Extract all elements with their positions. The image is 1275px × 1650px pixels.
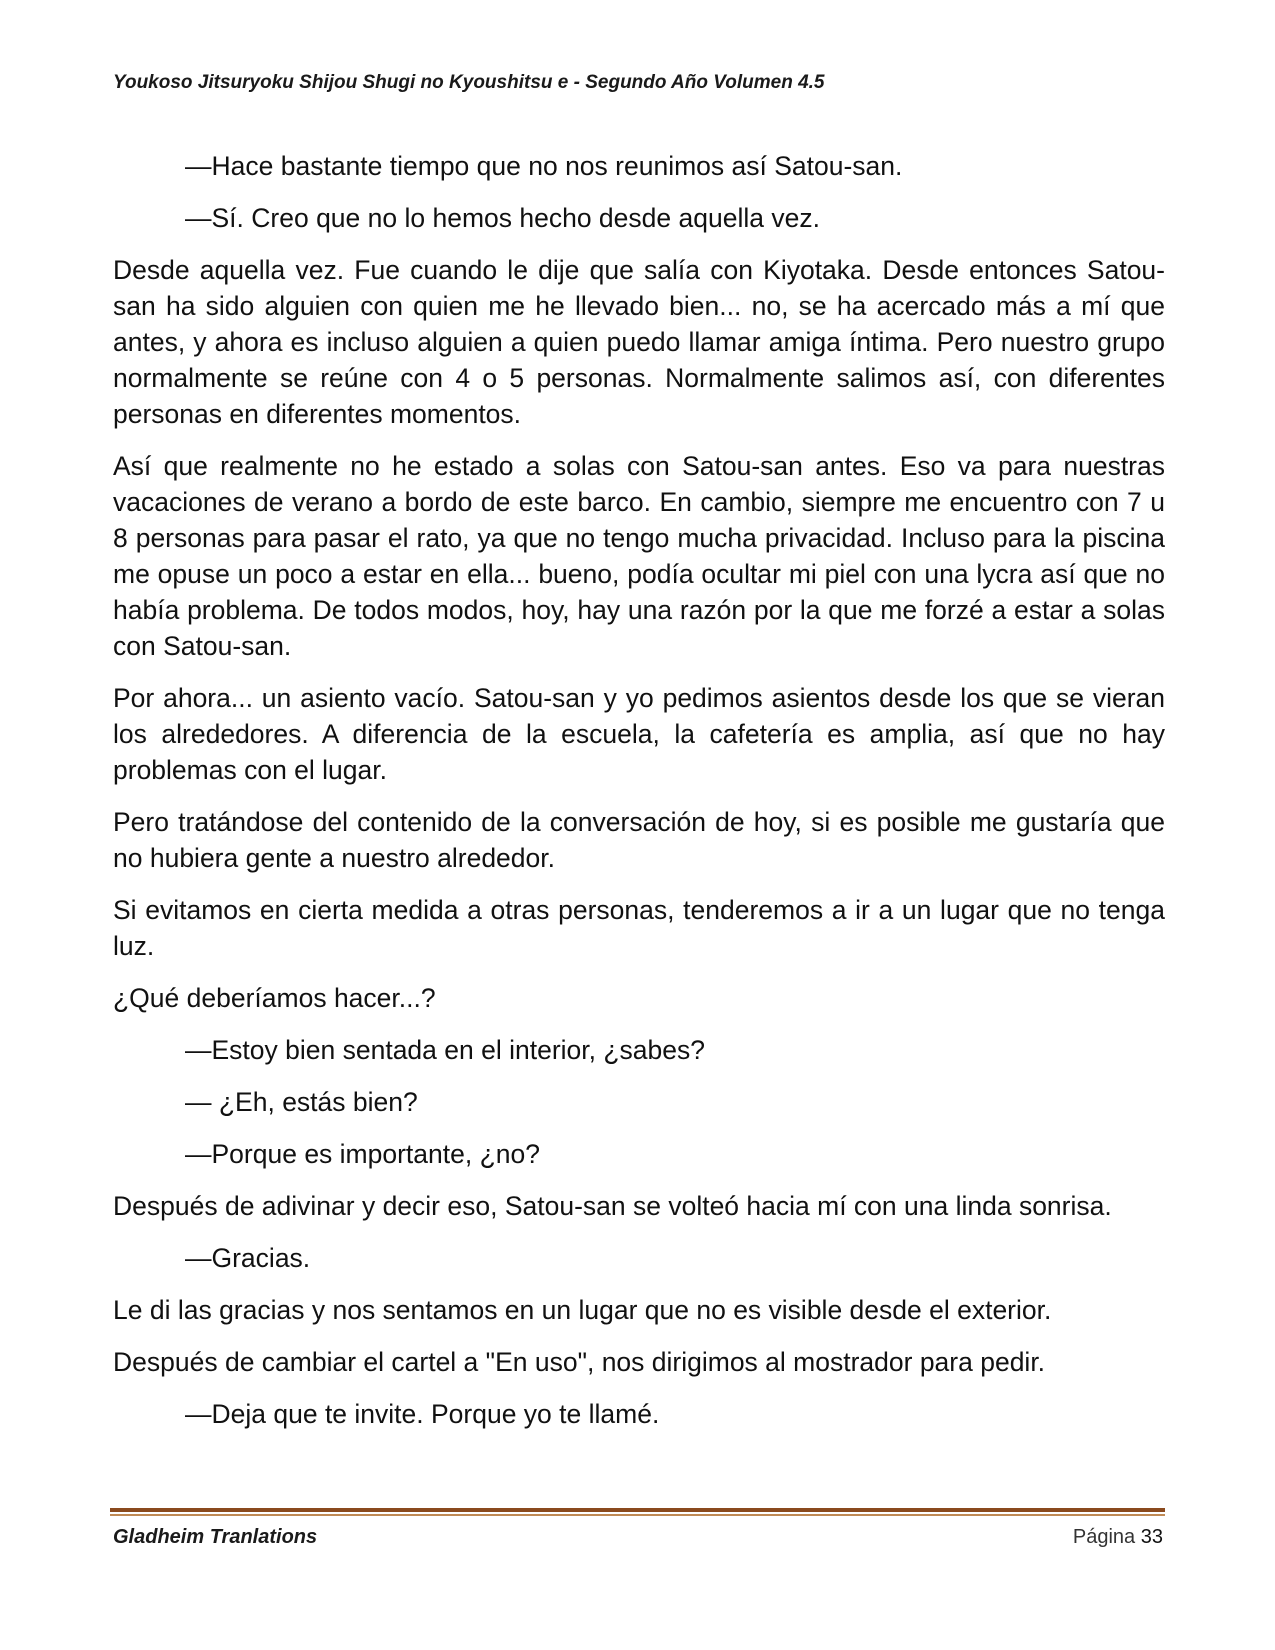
narration-paragraph: Después de adivinar y decir eso, Satou-san se volteó hacia mí con una linda sonrisa. (113, 1191, 1112, 1221)
page-header-title: Youkoso Jitsuryoku Shijou Shugi no Kyoushitsu e - Segundo Año Volumen 4.5 (113, 72, 825, 93)
footer-page-indicator (1073, 1526, 1163, 1549)
dialogue-line: —Gracias. (185, 1243, 311, 1273)
page-body (113, 148, 1165, 1448)
narration-paragraph: Después de cambiar el cartel a "En uso", nos dirigimos al mostrador para pedir. (113, 1347, 1046, 1377)
page-number: 33 (1140, 1526, 1163, 1548)
narration-paragraph: Por ahora... un asiento vacío. Satou-san y yo pedimos asientos desde los que se vieran los alrededores. A diferencia de la escuela, la cafetería es amplia, así que no hay problemas con el lugar. (113, 683, 1165, 785)
narration-paragraph: Desde aquella vez. Fue cuando le dije que salía con Kiyotaka. Desde entonces Satou-san ha sido alguien con quien me he llevado bien... no, se ha acercado más a mí que antes, y ahora es incluso alguien a quien puedo llamar amiga íntima. Pero nuestro grupo normalmente se reúne con 4 o 5 personas. Normalmente salimos así, con diferentes personas en diferentes momentos. (113, 255, 1165, 429)
narration-paragraph: Si evitamos en cierta medida a otras personas, tenderemos a ir a un lugar que no tenga luz. (113, 895, 1165, 961)
dialogue-line: —Sí. Creo que no lo hemos hecho desde aquella vez. (185, 203, 820, 233)
dialogue-line: —Porque es importante, ¿no? (185, 1139, 540, 1169)
dialogue-line: —Deja que te invite. Porque yo te llamé. (185, 1399, 660, 1429)
narration-paragraph: Le di las gracias y nos sentamos en un lugar que no es visible desde el exterior. (113, 1295, 1052, 1325)
dialogue-line: — ¿Eh, estás bien? (185, 1087, 418, 1117)
footer-credit: Gladheim Tranlations (113, 1526, 318, 1548)
narration-paragraph: Así que realmente no he estado a solas con Satou-san antes. Eso va para nuestras vacaciones de verano a bordo de este barco. En cambio, siempre me encuentro con 7 u 8 personas para pasar el rato, ya que no tengo mucha privacidad. Incluso para la piscina me opuse un poco a estar en ella... bueno, podía ocultar mi piel con una lycra así que no había problema. De todos modos, hoy, hay una razón por la que me forzé a estar a solas con Satou-san. (113, 451, 1165, 661)
footer-divider-dark (110, 1508, 1165, 1512)
dialogue-line: —Estoy bien sentada en el interior, ¿sabes? (185, 1035, 705, 1065)
narration-paragraph: ¿Qué deberíamos hacer...? (113, 983, 436, 1013)
narration-paragraph: Pero tratándose del contenido de la conversación de hoy, si es posible me gustaría que no hubiera gente a nuestro alrededor. (113, 807, 1165, 873)
page-label: Página (1072, 1526, 1136, 1548)
footer-divider-light (110, 1514, 1165, 1516)
dialogue-line: —Hace bastante tiempo que no nos reunimos así Satou-san. (185, 151, 903, 181)
